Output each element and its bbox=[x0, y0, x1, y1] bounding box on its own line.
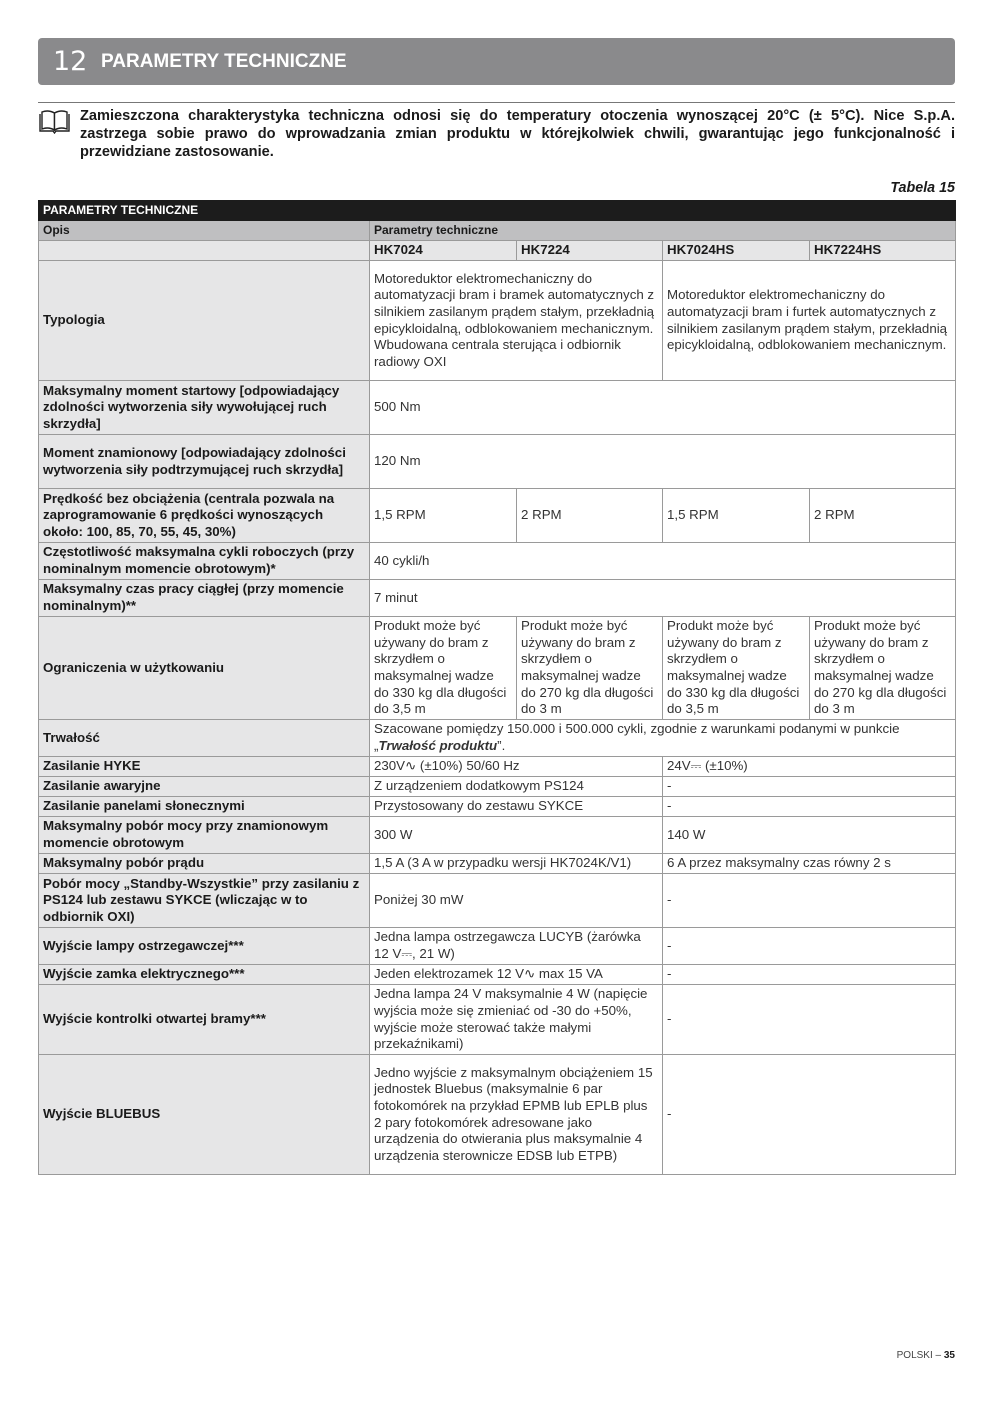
table-row bbox=[39, 797, 956, 817]
row-label: Maksymalny czas pracy ciągłej (przy momencie nominalnym)** bbox=[39, 580, 370, 617]
row-value: 140 W bbox=[663, 817, 956, 854]
table-row bbox=[39, 543, 956, 580]
table-row bbox=[39, 965, 956, 985]
row-label: Zasilanie HYKE bbox=[39, 757, 370, 777]
row-label: Wyjście kontrolki otwartej bramy*** bbox=[39, 985, 370, 1055]
row-value: 300 W bbox=[370, 817, 663, 854]
row-label: Prędkość bez obciążenia (centrala pozwala na zaprogramowanie 6 prędkości wynoszących około: 100, 85, 70, 55, 45, 30%) bbox=[39, 489, 370, 543]
page-footer bbox=[897, 1350, 955, 1361]
section-header bbox=[38, 38, 955, 85]
table-caption: Tabela 15 bbox=[890, 180, 955, 196]
row-value: 7 minut bbox=[370, 580, 956, 617]
row-label: Maksymalny pobór mocy przy znamionowym momencie obrotowym bbox=[39, 817, 370, 854]
table-row bbox=[39, 757, 956, 777]
row-value: - bbox=[663, 874, 956, 928]
table-header-row bbox=[39, 221, 956, 241]
table-row bbox=[39, 720, 956, 757]
row-value: 40 cykli/h bbox=[370, 543, 956, 580]
note-text: Zamieszczona charakterystyka techniczna odnosi się do temperatury otoczenia wynoszącej 20°C (± 5°C). Nice S.p.A. zastrzega sobie prawo do wprowadzania zmian produktu w którejkolwiek chwili, gwarantując jego funkcjonalność i przewidziane zastosowanie. bbox=[80, 108, 955, 160]
row-value: 1,5 RPM bbox=[663, 489, 810, 543]
row-label: Maksymalny pobór prądu bbox=[39, 854, 370, 874]
table-row bbox=[39, 617, 956, 720]
row-value: Jedna lampa 24 V maksymalnie 4 W (napięcie wyjścia może się zmieniać od -30 do +50%, wyjście może sterować także małymi przekaźnikami) bbox=[370, 985, 663, 1055]
model-hk7224: HK7224 bbox=[517, 241, 663, 261]
row-value: Produkt może być używany do bram z skrzydłem o maksymalnej wadze do 270 kg dla długości do 3 m bbox=[517, 617, 663, 720]
row-label: Wyjście lampy ostrzegawczej*** bbox=[39, 928, 370, 965]
table-row bbox=[39, 435, 956, 489]
row-value: Motoreduktor elektromechaniczny do automatyzacji bram i furtek automatycznych z silnikiem zasilanym prądem stałym, przekładnią epicykloidalną, odblokowaniem mechanicznym. bbox=[663, 261, 956, 381]
trwalosc-link: Trwałość produktu bbox=[378, 738, 498, 753]
row-value: Produkt może być używany do bram z skrzydłem o maksymalnej wadze do 270 kg dla długości do 3 m bbox=[810, 617, 956, 720]
row-label: Typologia bbox=[39, 261, 370, 381]
table-row bbox=[39, 985, 956, 1055]
row-label: Trwałość bbox=[39, 720, 370, 757]
row-value: - bbox=[663, 1055, 956, 1175]
row-label: Ograniczenia w użytkowaniu bbox=[39, 617, 370, 720]
table-row bbox=[39, 489, 956, 543]
trwalosc-suffix: ”. bbox=[497, 738, 506, 753]
row-label: Wyjście zamka elektrycznego*** bbox=[39, 965, 370, 985]
col-params: Parametry techniczne bbox=[370, 221, 956, 241]
row-value: Produkt może być używany do bram z skrzydłem o maksymalnej wadze do 330 kg dla długości do 3,5 m bbox=[663, 617, 810, 720]
table-title: PARAMETRY TECHNICZNE bbox=[39, 201, 956, 221]
row-label: Pobór mocy „Standby-Wszystkie” przy zasilaniu z PS124 lub zestawu SYKCE (wliczając w to odbiornik OXI) bbox=[39, 874, 370, 928]
row-label: Moment znamionowy [odpowiadający zdolności wytworzenia siły podtrzymującej ruch skrzydła] bbox=[39, 435, 370, 489]
table-row bbox=[39, 381, 956, 435]
spec-table bbox=[38, 200, 956, 1175]
row-label: Częstotliwość maksymalna cykli roboczych (przy nominalnym momencie obrotowym)* bbox=[39, 543, 370, 580]
page-number: 35 bbox=[943, 1350, 955, 1361]
row-value: 1,5 A (3 A w przypadku wersji HK7024K/V1) bbox=[370, 854, 663, 874]
row-value: Produkt może być używany do bram z skrzydłem o maksymalnej wadze do 330 kg dla długości do 3,5 m bbox=[370, 617, 517, 720]
row-value: Poniżej 30 mW bbox=[370, 874, 663, 928]
table-title-row bbox=[39, 201, 956, 221]
empty-cell bbox=[39, 241, 370, 261]
model-hk7024: HK7024 bbox=[370, 241, 517, 261]
row-label: Zasilanie panelami słonecznymi bbox=[39, 797, 370, 817]
footer-language: POLSKI – bbox=[896, 1350, 942, 1361]
row-value: Jeden elektrozamek 12 V∿ max 15 VA bbox=[370, 965, 663, 985]
row-value: 6 A przez maksymalny czas równy 2 s bbox=[663, 854, 956, 874]
row-value: 500 Nm bbox=[370, 381, 956, 435]
row-label: Wyjście BLUEBUS bbox=[39, 1055, 370, 1175]
row-value: - bbox=[663, 965, 956, 985]
table-row bbox=[39, 261, 956, 381]
model-hk7224hs: HK7224HS bbox=[810, 241, 956, 261]
col-opis: Opis bbox=[39, 221, 370, 241]
row-label: Zasilanie awaryjne bbox=[39, 777, 370, 797]
table-row bbox=[39, 1055, 956, 1175]
row-label: Maksymalny moment startowy [odpowiadający zdolności wytworzenia siły wywołującej ruch skrzydła] bbox=[39, 381, 370, 435]
section-number: 12 bbox=[53, 46, 88, 77]
row-value: - bbox=[663, 928, 956, 965]
table-row bbox=[39, 580, 956, 617]
models-row bbox=[39, 241, 956, 261]
row-value: 120 Nm bbox=[370, 435, 956, 489]
row-value: 2 RPM bbox=[517, 489, 663, 543]
row-value: 1,5 RPM bbox=[370, 489, 517, 543]
table-row bbox=[39, 777, 956, 797]
table-row bbox=[39, 928, 956, 965]
row-value: Jedna lampa ostrzegawcza LUCYB (żarówka 12 V⎓, 21 W) bbox=[370, 928, 663, 965]
trwalosc-prefix: Szacowane pomiędzy 150.000 i 500.000 cykli, zgodnie z warunkami podanymi w punkcie „ bbox=[374, 721, 900, 753]
table-row bbox=[39, 817, 956, 854]
row-value: 24V⎓ (±10%) bbox=[663, 757, 956, 777]
row-value: 230V∿ (±10%) 50/60 Hz bbox=[370, 757, 663, 777]
section-title: PARAMETRY TECHNICZNE bbox=[101, 50, 347, 72]
row-value: - bbox=[663, 777, 956, 797]
info-note bbox=[38, 102, 955, 161]
row-value bbox=[370, 720, 956, 757]
row-value: Jedno wyjście z maksymalnym obciążeniem 15 jednostek Bluebus (maksymalnie 6 par fotokomórek na przykład EPMB lub EPLB plus 2 pary fotokomórek adresowane jako urządzenia do otwierania plus maksymalnie 4 urządzenia sterownicze EDSB lub ETPB) bbox=[370, 1055, 663, 1175]
table-row bbox=[39, 854, 956, 874]
row-value: Z urządzeniem dodatkowym PS124 bbox=[370, 777, 663, 797]
model-hk7024hs: HK7024HS bbox=[663, 241, 810, 261]
book-icon bbox=[38, 110, 71, 134]
row-value: 2 RPM bbox=[810, 489, 956, 543]
row-value: - bbox=[663, 985, 956, 1055]
row-value: Przystosowany do zestawu SYKCE bbox=[370, 797, 663, 817]
row-value: - bbox=[663, 797, 956, 817]
row-value: Motoreduktor elektromechaniczny do automatyzacji bram i bramek automatycznych z silnikiem zasilanym prądem stałym, przekładnią epicykloidalną, odblokowaniem mechanicznym. Wbudowana centrala sterująca i odbiornik radiowy OXI bbox=[370, 261, 663, 381]
table-row bbox=[39, 874, 956, 928]
